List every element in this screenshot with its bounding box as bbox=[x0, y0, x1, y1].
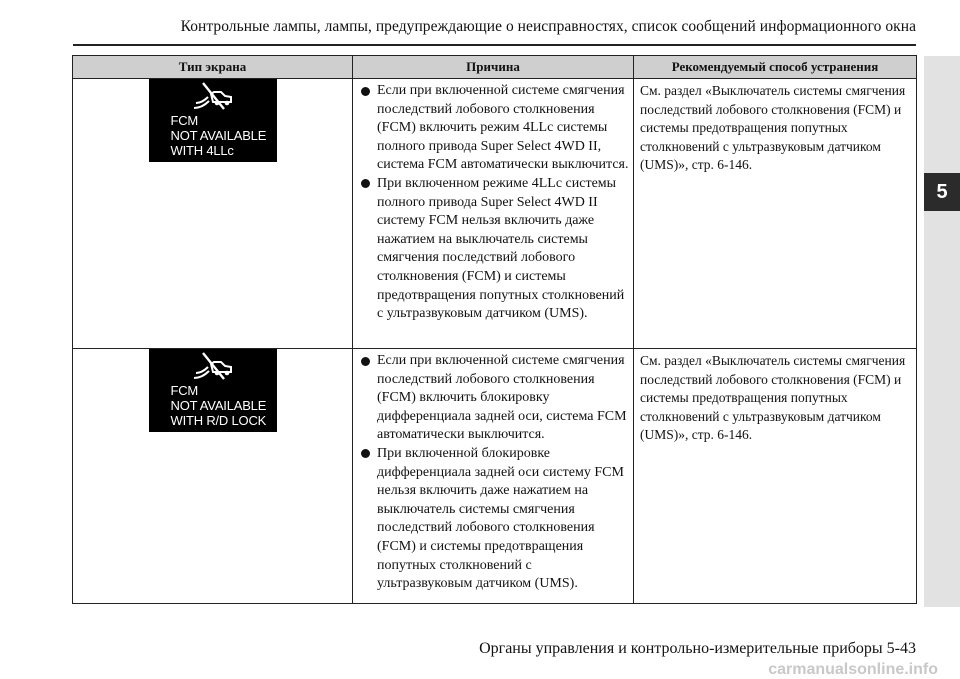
screen-cell bbox=[73, 349, 353, 604]
cause-text: Если при включенной системе смягчения последствий лобового столкновения (FCM) включить блокировку дифференциала задней оси, система FCM автоматически выключится. bbox=[377, 353, 627, 443]
cause-item bbox=[361, 82, 629, 175]
table-header-row bbox=[73, 56, 917, 79]
chapter-side-tab bbox=[924, 56, 960, 607]
cause-cell bbox=[353, 79, 634, 349]
message-table bbox=[72, 55, 917, 604]
cause-text: Если при включенной системе смягчения последствий лобового столкновения (FCM) включить режим 4LLc системы полного привода Super Select 4WD II, система FCM автоматически выключится. bbox=[377, 83, 629, 173]
cause-cell bbox=[353, 349, 634, 604]
remedy-text: См. раздел «Выключатель системы смягчения последствий лобового столкновения (FCM) и системы предотвращения попутных столкновений с ультразвуковым датчиком (UMS)», стр. 6-146. bbox=[640, 353, 906, 443]
cause-text: При включенной блокировке дифференциала задней оси систему FCM нельзя включить даже нажатием на выключатель системы смягчения последствий лобового столкновения (FCM) и системы предотвращения попутных столкновений с ультразвуковым датчиком (UMS). bbox=[377, 445, 624, 592]
screen-line: FCM bbox=[170, 383, 199, 398]
bullet-icon bbox=[361, 357, 370, 366]
screen-line: WITH 4LLc bbox=[170, 143, 234, 158]
column-header-cause: Причина bbox=[353, 56, 634, 79]
bullet-icon bbox=[361, 449, 370, 458]
remedy-cell bbox=[634, 349, 917, 604]
cause-list bbox=[361, 352, 629, 594]
bullet-icon bbox=[361, 179, 370, 188]
fcm-display-screen bbox=[149, 349, 277, 432]
cause-item bbox=[361, 445, 629, 594]
screen-cell bbox=[73, 79, 353, 349]
column-header-remedy: Рекомендуемый способ устранения bbox=[634, 56, 917, 79]
column-header-screen-type: Тип экрана bbox=[73, 56, 353, 79]
fcm-display-screen bbox=[149, 79, 277, 162]
screen-line: NOT AVAILABLE bbox=[170, 398, 267, 413]
table-row bbox=[73, 79, 917, 349]
page-footer: Органы управления и контрольно-измерительные приборы 5-43 bbox=[479, 640, 916, 657]
bullet-icon bbox=[361, 87, 370, 96]
remedy-text: См. раздел «Выключатель системы смягчения последствий лобового столкновения (FCM) и системы предотвращения попутных столкновений с ультразвуковым датчиком (UMS)», стр. 6-146. bbox=[640, 83, 906, 173]
screen-line: FCM bbox=[170, 113, 199, 128]
screen-line: WITH R/D LOCK bbox=[170, 413, 267, 428]
page-header-title: Контрольные лампы, лампы, предупреждающие о неисправностях, список сообщений информационного окна bbox=[180, 18, 916, 35]
table-row bbox=[73, 349, 917, 604]
cause-item bbox=[361, 352, 629, 445]
remedy-cell bbox=[634, 79, 917, 349]
chapter-badge: 5 bbox=[924, 173, 960, 211]
screen-line: NOT AVAILABLE bbox=[170, 128, 267, 143]
header-rule bbox=[73, 44, 916, 46]
cause-text: При включенном режиме 4LLc системы полного привода Super Select 4WD II систему FCM нельзя включить даже нажатием на выключатель системы смягчения последствий лобового столкновения (FCM) и системы предотвращения попутных столкновений с ультразвуковым датчиком (UMS). bbox=[377, 175, 625, 322]
cause-list bbox=[361, 82, 629, 324]
fcm-off-icon bbox=[190, 351, 236, 381]
fcm-off-icon bbox=[190, 81, 236, 111]
watermark: carmanualsonline.info bbox=[768, 661, 938, 678]
cause-item bbox=[361, 175, 629, 324]
